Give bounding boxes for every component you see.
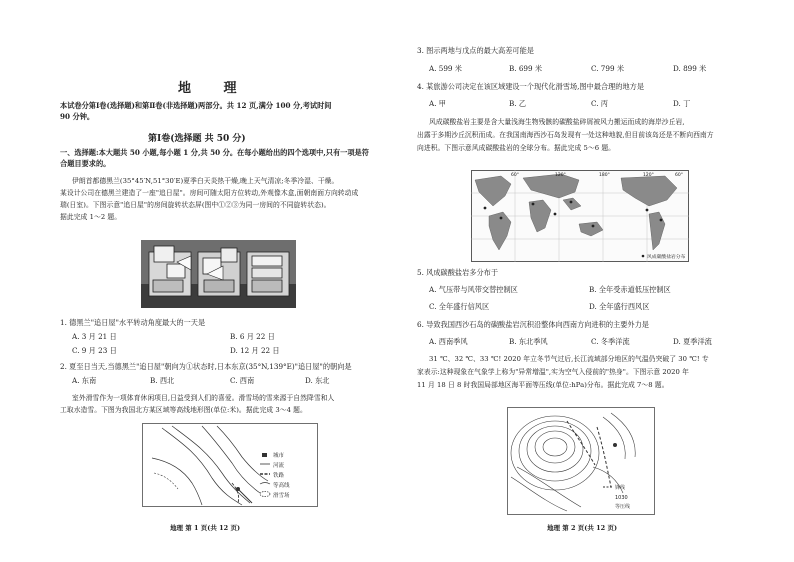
q2-option-a[interactable]: A. 东南 — [72, 376, 97, 385]
passage-3-line-3: 向进积。下图示意风成碳酸盐岩的全球分布。据此完成 5～6 题。 — [417, 144, 616, 152]
question-1: 1. 德黑兰"追日屋"水平转动角度最大的一天是 — [60, 318, 206, 327]
q2-option-c[interactable]: C. 西南 — [230, 376, 255, 385]
doc-title: 地 理 — [178, 81, 251, 96]
question-5: 5. 风成碳酸盐岩多分布于 — [417, 268, 499, 277]
q4-option-d[interactable]: D. 丁 — [673, 99, 691, 108]
isobar-value-label: 1030 — [615, 495, 628, 501]
q4-option-a[interactable]: A. 甲 — [429, 99, 446, 108]
q1-option-d[interactable]: D. 12 月 22 日 — [230, 346, 280, 355]
instruction-line-2: 合题目要求的。 — [60, 159, 111, 168]
legend-railway-label: 铁路 — [273, 473, 285, 479]
passage-4-line-3: 11 月 18 日 8 时我国局部地区海平面等压线(单位:hPa)分布。据此完成 7～8 题。 — [417, 381, 669, 389]
q3-option-c[interactable]: C. 799 米 — [591, 64, 625, 73]
q2-option-b[interactable]: B. 西北 — [150, 376, 175, 385]
question-3: 3. 图示两地与戊点的最大高差可能是 — [417, 46, 534, 55]
q5-option-b[interactable]: B. 全年受赤道低压控制区 — [589, 285, 671, 294]
passage-1-line-1: 伊朗首都德黑兰(35°45′N,51°30′E)夏季白天炎热干燥,晚上天气清凉;冬季冷湿、干燥。 — [72, 177, 339, 185]
sun-house-photo — [141, 240, 296, 308]
map-top-label-5: 60° — [675, 173, 683, 178]
legend-city-icon — [262, 453, 267, 457]
question-4: 4. 某旅游公司决定在该区域建设一个现代化滑雪场,图中最合理的地方是 — [417, 82, 645, 91]
q6-option-c[interactable]: C. 冬季洋流 — [591, 337, 630, 346]
isobar-map — [507, 407, 655, 515]
q1-option-a[interactable]: A. 3 月 21 日 — [72, 332, 117, 341]
q6-option-a[interactable]: A. 西南季风 — [429, 337, 468, 346]
passage-1-line-2: 某设计公司在德黑兰建造了一座"追日屋"。房间可随太阳方位转动,外观像木盒,面朝南面方向转动成 — [60, 189, 359, 197]
passage-2-line-2: 工取水造雪。下图为我国北方某区域等高线地形图(单位:米)。据此完成 3～4 题。 — [60, 406, 307, 414]
map-top-label-4: 120° — [643, 173, 654, 178]
intro-line-1: 本试卷分第Ⅰ卷(选择题)和第Ⅱ卷(非选择题)两部分。共 12 页,满分 100 分,考试时间 — [60, 101, 332, 110]
page-2-footer: 地理 第 2 页(共 12 页) — [547, 524, 618, 532]
q2-option-d[interactable]: D. 东北 — [305, 376, 330, 385]
map-top-label-1: 60° — [511, 173, 519, 178]
q6-option-d[interactable]: D. 夏季洋流 — [673, 337, 712, 346]
passage-4-line-1: 31 ℃、32 ℃、33 ℃! 2020 年立冬节气过后,长江流域部分地区的气温仍突破了 30 ℃! 专 — [429, 355, 709, 363]
section-title: 第Ⅰ卷(选择题 共 50 分) — [148, 134, 246, 144]
q5-option-d[interactable]: D. 全年盛行西风区 — [589, 302, 650, 311]
q4-option-c[interactable]: C. 丙 — [591, 99, 608, 108]
q3-option-a[interactable]: A. 599 米 — [429, 64, 462, 73]
q3-option-b[interactable]: B. 699 米 — [509, 64, 543, 73]
legend-city-label: 城市 — [273, 453, 285, 459]
map-legend-label: 风成碳酸盐岩分布 — [647, 255, 686, 260]
world-map — [471, 170, 689, 262]
q5-option-c[interactable]: C. 全年盛行信风区 — [429, 302, 490, 311]
passage-3-line-1: 风成碳酸盐岩主要是含大量浅海生物残骸的碳酸盐碎屑被风力搬运而成的海岸沙丘岩, — [429, 118, 685, 126]
question-6: 6. 导致我国西沙石岛的碳酸盐岩沉积沿整体向西南方向进积的主要外力是 — [417, 320, 649, 329]
intro-line-2: 90 分钟。 — [60, 112, 95, 121]
isobar-legend-label: 等压线 — [615, 504, 631, 510]
q6-option-b[interactable]: B. 东北季风 — [509, 337, 548, 346]
passage-4-line-2: 家表示:这种现象在气象学上称为"异常增温",实为空气入侵前的"热身"。下图示意 2020 年 — [417, 368, 689, 376]
map-legend-dot-icon — [642, 255, 645, 258]
question-2: 2. 夏至日当天,当德黑兰"追日屋"朝向为①状态时,日本东京(35°N,139°E)"追日屋"的朝向是 — [60, 362, 352, 371]
q4-option-b[interactable]: B. 乙 — [509, 99, 527, 108]
contour-map — [142, 423, 318, 507]
passage-3-line-2: 出露于多期沙丘沉积而成。在我国南海西沙石岛发现有一处这种地貌,但目前该岛还是不断向西南方 — [417, 131, 714, 139]
instruction-line-1: 一、选择题:本大题共 50 小题,每小题 1 分,共 50 分。在每小题给出的四个选项中,只有一项是符 — [60, 148, 369, 157]
map-top-label-2: 120° — [555, 173, 566, 178]
q1-option-c[interactable]: C. 9 月 23 日 — [72, 346, 117, 355]
front-line-legend-label: 锋线 — [615, 485, 626, 491]
map-top-label-3: 180° — [599, 173, 610, 178]
legend-ski-label: 滑雪场 — [273, 493, 290, 499]
page-right — [397, 0, 794, 562]
legend-river-label: 河流 — [273, 463, 285, 469]
passage-2-line-1: 室外滑雪作为一项体育休闲项目,日益受到人们的喜爱。滑雪场的雪来源于自然降雪和人 — [72, 394, 335, 402]
passage-1-line-4: 据此完成 1～2 题。 — [60, 213, 122, 221]
q1-option-b[interactable]: B. 6 月 22 日 — [230, 332, 275, 341]
q3-option-d[interactable]: D. 899 米 — [673, 64, 707, 73]
legend-contour-label: 等高线 — [273, 483, 290, 489]
passage-1-line-3: 瑞(日室)。下图示意"追日屋"的房间旋转状态屏(图中①②③为同一房间的不同旋转状态)。 — [60, 201, 331, 209]
page-1-footer: 地理 第 1 页(共 12 页) — [170, 524, 241, 532]
q5-option-a[interactable]: A. 气压带与风带交替控制区 — [429, 285, 518, 294]
